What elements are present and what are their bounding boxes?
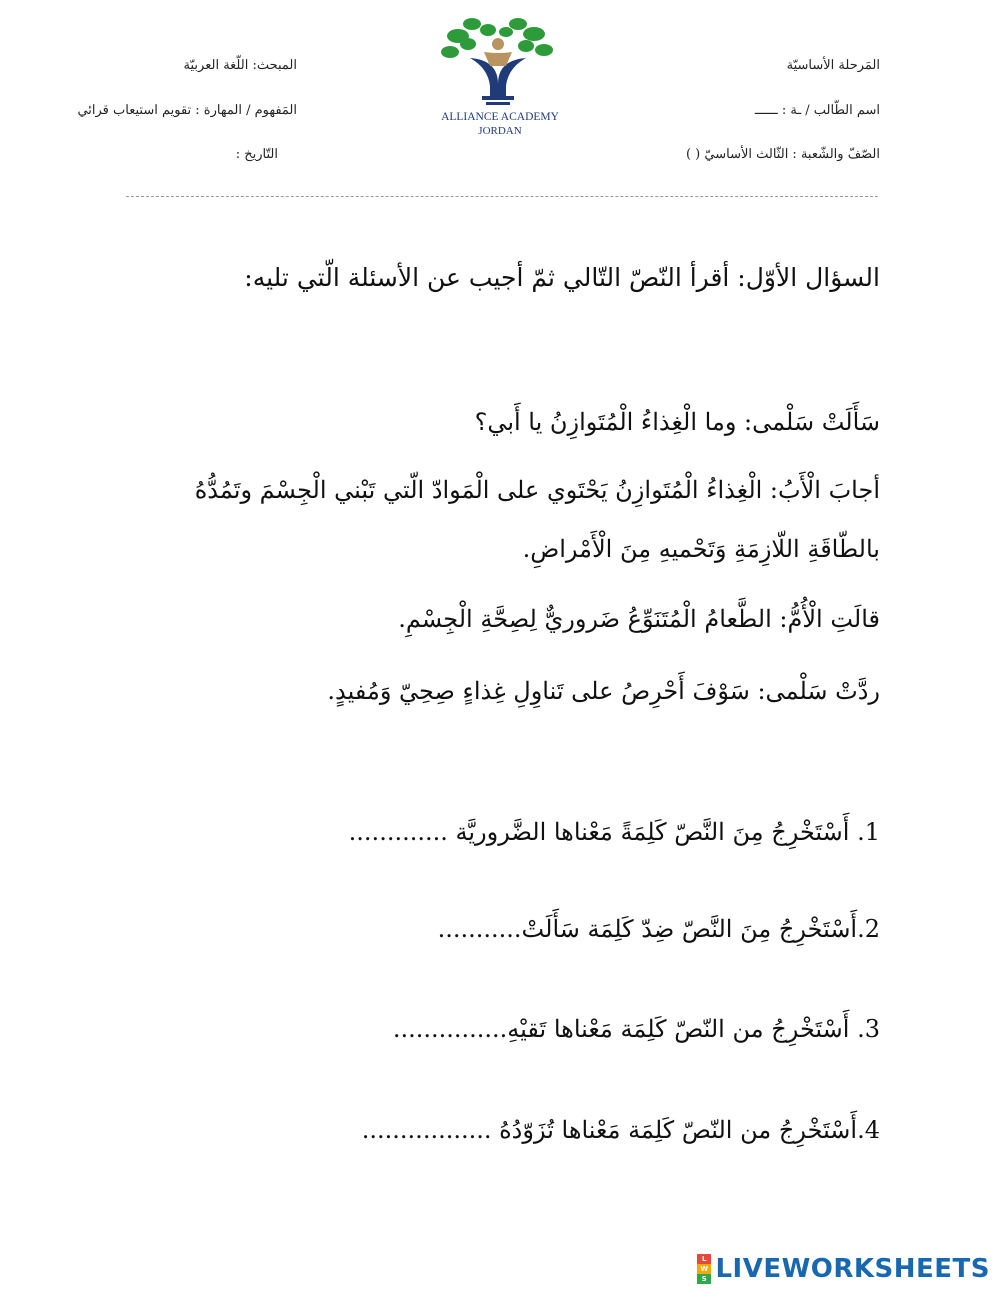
passage-line: ردَّتْ سَلْمى: سَوْفَ أَحْرِصُ على تَناوِلِ غِذاءٍ صِحِيّ وَمُفيدٍ. — [327, 677, 880, 705]
subject-label: المبحث: اللّغة العربيّة — [183, 58, 297, 73]
passage-line: سَأَلَتْ سَلْمى: وما الْغِذاءُ الْمُتَوازِنُ يا أَبي؟ — [474, 408, 880, 436]
class-section-label: الصّفّ والشّعبة : الثّالث الأساسيّ ( ) — [685, 147, 880, 162]
passage-line: قالَتِ الْأُمُّ: الطَّعامُ الْمُتَنَوِّعُ ضَروريٌّ لِصِحَّةِ الْجِسْمِ. — [398, 605, 880, 633]
question-item-3: 3. أَسْتَخْرِجُ من النّصّ كَلِمَة مَعْناها تَقيْهِ............... — [392, 1015, 880, 1043]
tree-logo-icon — [410, 14, 590, 149]
passage-line: أجابَ الْأَبُ: الْغِذاءُ الْمُتَوازِنُ يَحْتَوي على الْمَوادّ الّتي تَبْني الْجِسْمَ وتَمُدُّهُ — [194, 476, 880, 504]
liveworksheets-icon: L W S — [697, 1254, 711, 1284]
school-logo — [410, 14, 590, 149]
date-label: التّاريخ : — [235, 147, 278, 162]
question-item-2: 2.أَسْتَخْرِجُ مِنَ النَّصّ ضِدّ كَلِمَة سَأَلَتْ........... — [437, 915, 880, 943]
brand-text: LIVEWORKSHEETS — [715, 1254, 990, 1284]
header-divider — [126, 196, 878, 197]
question-title: السؤال الأوّل: أقرأ النّصّ التّالي ثمّ أجيب عن الأسئلة الّتي تليه: — [244, 263, 880, 292]
logo-line1: ALLIANCE ACADEMY — [441, 111, 559, 123]
stage-label: المَرحلة الأساسيّة — [786, 58, 880, 73]
concept-skill-label: المَفهوم / المهارة : تقويم استيعاب قرائي — [77, 103, 297, 118]
question-item-1: 1. أَسْتَخْرِجُ مِنَ النَّصّ كَلِمَةً مَعْناها الضَّروريَّة ............. — [348, 818, 880, 846]
liveworksheets-brand — [697, 1254, 990, 1284]
logo-line2: JORDAN — [478, 125, 522, 137]
passage-line: بالطّاقَةِ اللّازِمَةِ وَتَحْميهِ مِنَ الْأَمْراضِ. — [522, 535, 880, 563]
student-name-label: اسم الطّالب / ـة : ــــــ — [754, 103, 880, 118]
question-item-4: 4.أَسْتَخْرِجُ من النّصّ كَلِمَة مَعْناها تُزَوّدُهُ ................. — [361, 1116, 880, 1144]
